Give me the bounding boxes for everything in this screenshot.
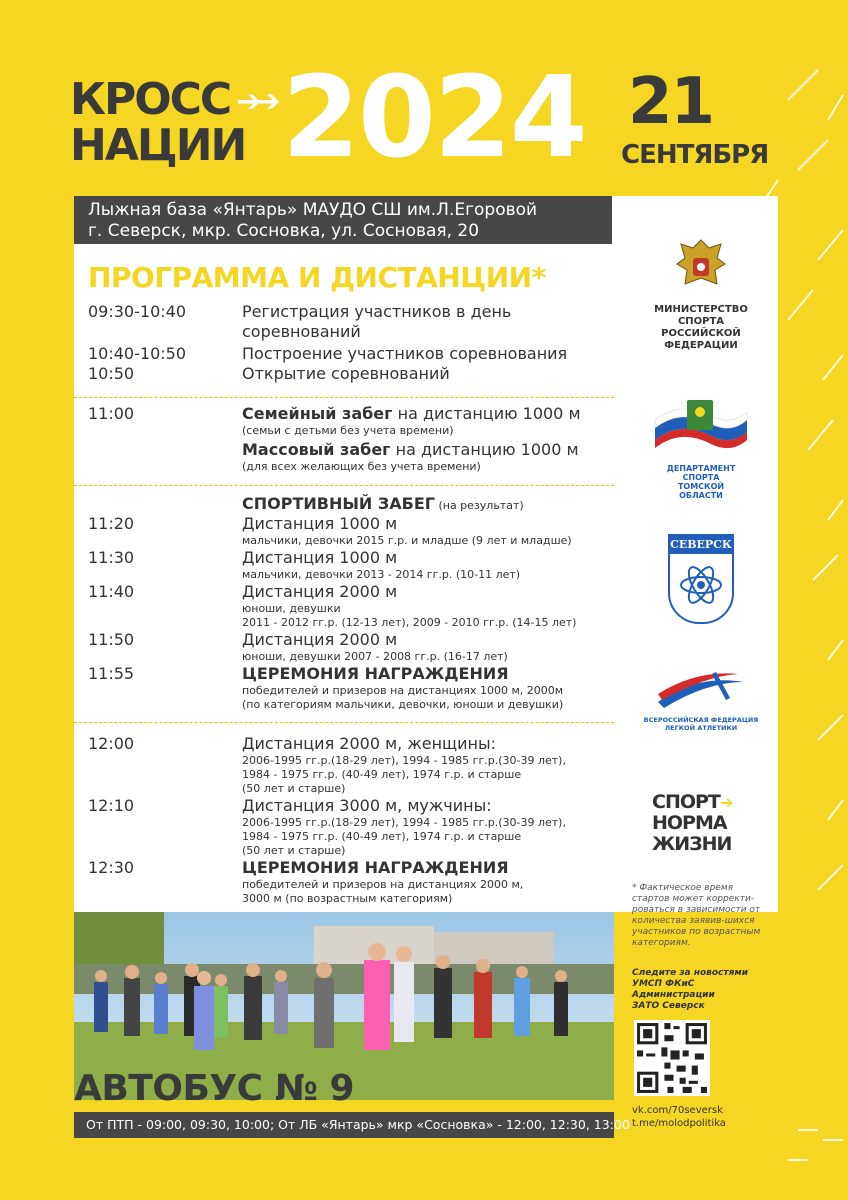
venue-line1: Лыжная база «Янтарь» МАУДО СШ им.Л.Егоровой — [88, 200, 538, 220]
schedule-event: Регистрация участников в день соревнований — [242, 302, 512, 341]
department-caption: ДЕПАРТАМЕНТ — [666, 464, 736, 473]
department-caption: СПОРТА — [682, 473, 720, 482]
eagle-emblem-icon — [671, 234, 731, 300]
department-caption: ОБЛАСТИ — [679, 491, 723, 500]
schedule-subtext: (семьи с детьми без учета времени) — [242, 424, 454, 437]
ministry-caption: РОССИЙСКОЙ — [661, 328, 741, 339]
schedule-time: 11:55 — [88, 664, 135, 683]
sport-norm-word: ЖИЗНИ — [652, 833, 732, 855]
schedule-subtext: (для всех желающих без учета времени) — [242, 460, 481, 473]
schedule-time: 11:50 — [88, 630, 135, 649]
schedule-time: 11:20 — [88, 514, 135, 533]
schedule-subtext: юноши, девушки 2007 - 2008 гг.р. (16-17 лет) — [242, 650, 508, 663]
follow-line: Администрации — [632, 990, 715, 1000]
schedule-event: (на результат) — [434, 499, 524, 512]
follow-line: ЗАТО Северск — [632, 1001, 705, 1011]
schedule-subtext: 2006-1995 гг.р.(18-29 лет), 1994 - 1985 гг.р.(30-39 лет), — [242, 816, 566, 829]
schedule-event: Дистанция 2000 м — [242, 630, 398, 649]
department-logo — [626, 398, 776, 500]
schedule-subtext: 3000 м (по возрастным категориям) — [242, 892, 453, 905]
footnote: * Фактическое время стартов может корректи-роваться в зависимости от количества заявив-шихся участников по возрастным категориям. — [632, 883, 761, 948]
schedule-time: 12:10 — [88, 796, 135, 815]
schedule-time: 11:30 — [88, 548, 135, 567]
schedule-subtext: победителей и призеров на дистанциях 2000 м, — [242, 878, 524, 891]
schedule-subtext: 2011 - 2012 гг.р. (12-13 лет), 2009 - 2010 гг.р. (14-15 лет) — [242, 616, 577, 629]
schedule-subtext: юноши, девушки — [242, 602, 341, 615]
schedule-subtext: (50 лет и старше) — [242, 844, 346, 857]
schedule-time: 12:30 — [88, 858, 135, 877]
ministry-caption: ФЕДЕРАЦИИ — [664, 340, 738, 351]
department-caption: ТОМСКОЙ — [677, 482, 725, 491]
schedule-time: 11:40 — [88, 582, 135, 601]
divider — [74, 722, 614, 723]
schedule-event: Построение участников соревнования — [242, 344, 568, 363]
schedule-subtext: 1984 - 1975 гг.р. (40-49 лет), 1974 г.р. и старше — [242, 768, 522, 781]
athletics-federation-logo — [626, 668, 776, 732]
schedule-event-bold: Семейный забег — [242, 404, 393, 423]
schedule-subtext: (по категориям мальчики, девочки, юноши и девушки) — [242, 698, 564, 711]
schedule-time: 12:00 — [88, 734, 135, 753]
schedule-subtext: 2006-1995 гг.р.(18-29 лет), 1994 - 1985 гг.р.(30-39 лет), — [242, 754, 566, 767]
schedule-event: на дистанцию 1000 м — [390, 440, 579, 459]
schedule-event: Дистанция 3000 м, мужчины: — [242, 796, 492, 815]
vk-link[interactable]: vk.com/70seversk — [632, 1105, 723, 1116]
telegram-link[interactable]: t.me/molodpolitika — [632, 1118, 726, 1129]
seversk-logo — [626, 534, 776, 624]
schedule-event-bold: Массовый забег — [242, 440, 391, 459]
ministry-caption: МИНИСТЕРСТВО — [654, 304, 748, 315]
qr-code-icon[interactable] — [634, 1020, 710, 1096]
sport-norm-logo — [626, 792, 776, 855]
schedule-event: Дистанция 2000 м — [242, 582, 398, 601]
title-line2: НАЦИИ — [70, 120, 246, 171]
ministry-caption: СПОРТА — [677, 316, 725, 327]
schedule-event: на дистанцию 1000 м — [392, 404, 581, 423]
arrow-right-icon: ➔ — [719, 793, 733, 812]
schedule-event: ЦЕРЕМОНИЯ НАГРАЖДЕНИЯ — [242, 664, 509, 683]
seversk-label: СЕВЕРСК — [670, 536, 732, 554]
venue-line2: г. Северск, мкр. Сосновка, ул. Сосновая, 20 — [88, 221, 480, 241]
divider — [74, 397, 614, 398]
schedule-time: 09:30-10:40 — [88, 302, 186, 321]
event-date-day: 21 — [628, 65, 714, 139]
schedule-time: 10:40-10:50 — [88, 344, 186, 363]
arrow-right-icon: ➔➔ — [236, 84, 275, 119]
follow-line: УМСП ФКиС — [632, 979, 695, 989]
event-date-month: СЕНТЯБРЯ — [621, 140, 769, 170]
program-title: ПРОГРАММА И ДИСТАНЦИИ* — [88, 261, 546, 294]
seversk-shield-icon — [668, 534, 734, 624]
schedule-subtext: мальчики, девочки 2015 г.р. и младше (9 лет и младше) — [242, 534, 572, 547]
event-title — [70, 74, 300, 171]
schedule-event: Дистанция 1000 м — [242, 514, 398, 533]
ministry-logo — [626, 234, 776, 352]
schedule-event: Дистанция 2000 м, женщины: — [242, 734, 496, 753]
schedule-subtext: мальчики, девочки 2013 - 2014 гг.р. (10-11 лет) — [242, 568, 521, 581]
event-year: 2024 — [282, 53, 586, 183]
schedule-subtext: (50 лет и старше) — [242, 782, 346, 795]
sport-norm-word: СПОРТ — [652, 791, 720, 813]
schedule-event-bold: СПОРТИВНЫЙ ЗАБЕГ — [242, 494, 435, 513]
divider — [74, 485, 614, 486]
atom-icon — [678, 562, 724, 608]
schedule-subtext: 1984 - 1975 гг.р. (40-49 лет), 1974 г.р. и старше — [242, 830, 522, 843]
sport-norm-word: НОРМА — [652, 812, 727, 834]
schedule-event: ЦЕРЕМОНИЯ НАГРАЖДЕНИЯ — [242, 858, 509, 877]
runner-flag-icon — [651, 398, 751, 460]
schedule-event: Дистанция 1000 м — [242, 548, 398, 567]
schedule-time: 10:50 — [88, 364, 135, 383]
bus-title: АВТОБУС № 9 — [74, 1068, 355, 1109]
athletics-caption: ЛЕГКОЙ АТЛЕТИКИ — [664, 724, 738, 732]
swoosh-icon — [656, 668, 746, 712]
title-line1: КРОСС — [70, 74, 231, 125]
follow-line: Следите за новостями — [632, 968, 749, 978]
follow-news — [632, 968, 772, 1012]
athletics-caption: ВСЕРОССИЙСКАЯ ФЕДЕРАЦИЯ — [643, 716, 759, 724]
social-links — [632, 1104, 726, 1130]
schedule-subtext: победителей и призеров на дистанциях 1000 м, 2000м — [242, 684, 564, 697]
bus-schedule: От ПТП - 09:00, 09:30, 10:00; От ЛБ «Янтарь» мкр «Сосновка» - 12:00, 12:30, 13:00 — [74, 1112, 614, 1138]
schedule-event: Открытие соревнований — [242, 364, 450, 383]
venue-address — [74, 196, 612, 244]
schedule-time: 11:00 — [88, 404, 135, 423]
